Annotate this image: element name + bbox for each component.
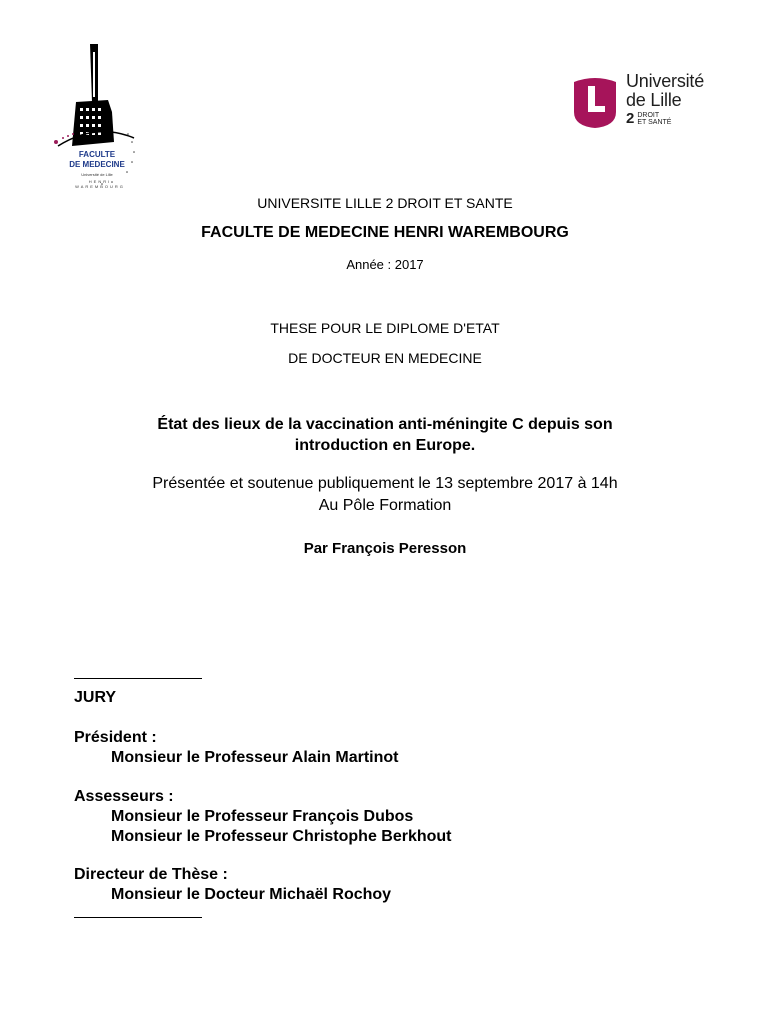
assessor-name-1: Monsieur le Professeur François Dubos <box>111 808 414 825</box>
faculty-logo-line3: Université de Lille <box>81 172 113 177</box>
president-block <box>74 728 398 768</box>
jury-bottom-rule <box>74 917 202 918</box>
assessors-label: Assesseurs : <box>74 788 174 805</box>
faculty-logo-line1: FACULTE <box>78 150 116 159</box>
university-logo-sub1: DROIT <box>637 112 660 119</box>
thesis-title-line2: introduction en Europe. <box>294 437 476 454</box>
presentation-info <box>0 473 770 517</box>
presentation-date: Présentée et soutenue publiquement le 13 septembre 2017 à 14h <box>152 475 618 492</box>
president-label: Président : <box>74 729 157 746</box>
faculty-name: FACULTE DE MEDECINE HENRI WAREMBOURG <box>201 224 569 241</box>
university-logo-word1: Université <box>626 71 705 91</box>
presentation-location: Au Pôle Formation <box>318 497 452 514</box>
president-name: Monsieur le Professeur Alain Martinot <box>111 749 399 766</box>
thesis-type-line2: DE DOCTEUR EN MEDECINE <box>288 350 482 366</box>
faculty-logo-ring-text: HENRI WAREMBOURG <box>75 179 125 189</box>
director-label: Directeur de Thèse : <box>74 866 228 883</box>
faculty-logo <box>52 42 142 190</box>
university-l-icon <box>570 74 620 130</box>
assessors-block <box>74 787 452 847</box>
university-logo <box>570 72 730 130</box>
thesis-title <box>0 414 770 456</box>
university-logo-number: 2 <box>626 110 635 127</box>
university-logo-sub2: ET SANTÉ <box>637 119 672 126</box>
jury-top-rule <box>74 678 202 679</box>
university-name: UNIVERSITE LILLE 2 DROIT ET SANTE <box>257 195 513 211</box>
director-block <box>74 865 391 905</box>
faculty-logo-line2: DE MEDECINE <box>69 160 125 169</box>
thesis-title-line1: État des lieux de la vaccination anti-méningite C depuis son <box>157 416 613 433</box>
author: Par François Peresson <box>303 540 467 557</box>
university-logo-word2: de Lille <box>626 90 682 110</box>
jury-heading: JURY <box>74 689 117 706</box>
thesis-type-line1: THESE POUR LE DIPLOME D'ETAT <box>270 320 500 336</box>
assessor-name-2: Monsieur le Professeur Christophe Berkhout <box>111 828 452 845</box>
director-name: Monsieur le Docteur Michaël Rochoy <box>111 886 392 903</box>
year: Année : 2017 <box>346 257 424 272</box>
